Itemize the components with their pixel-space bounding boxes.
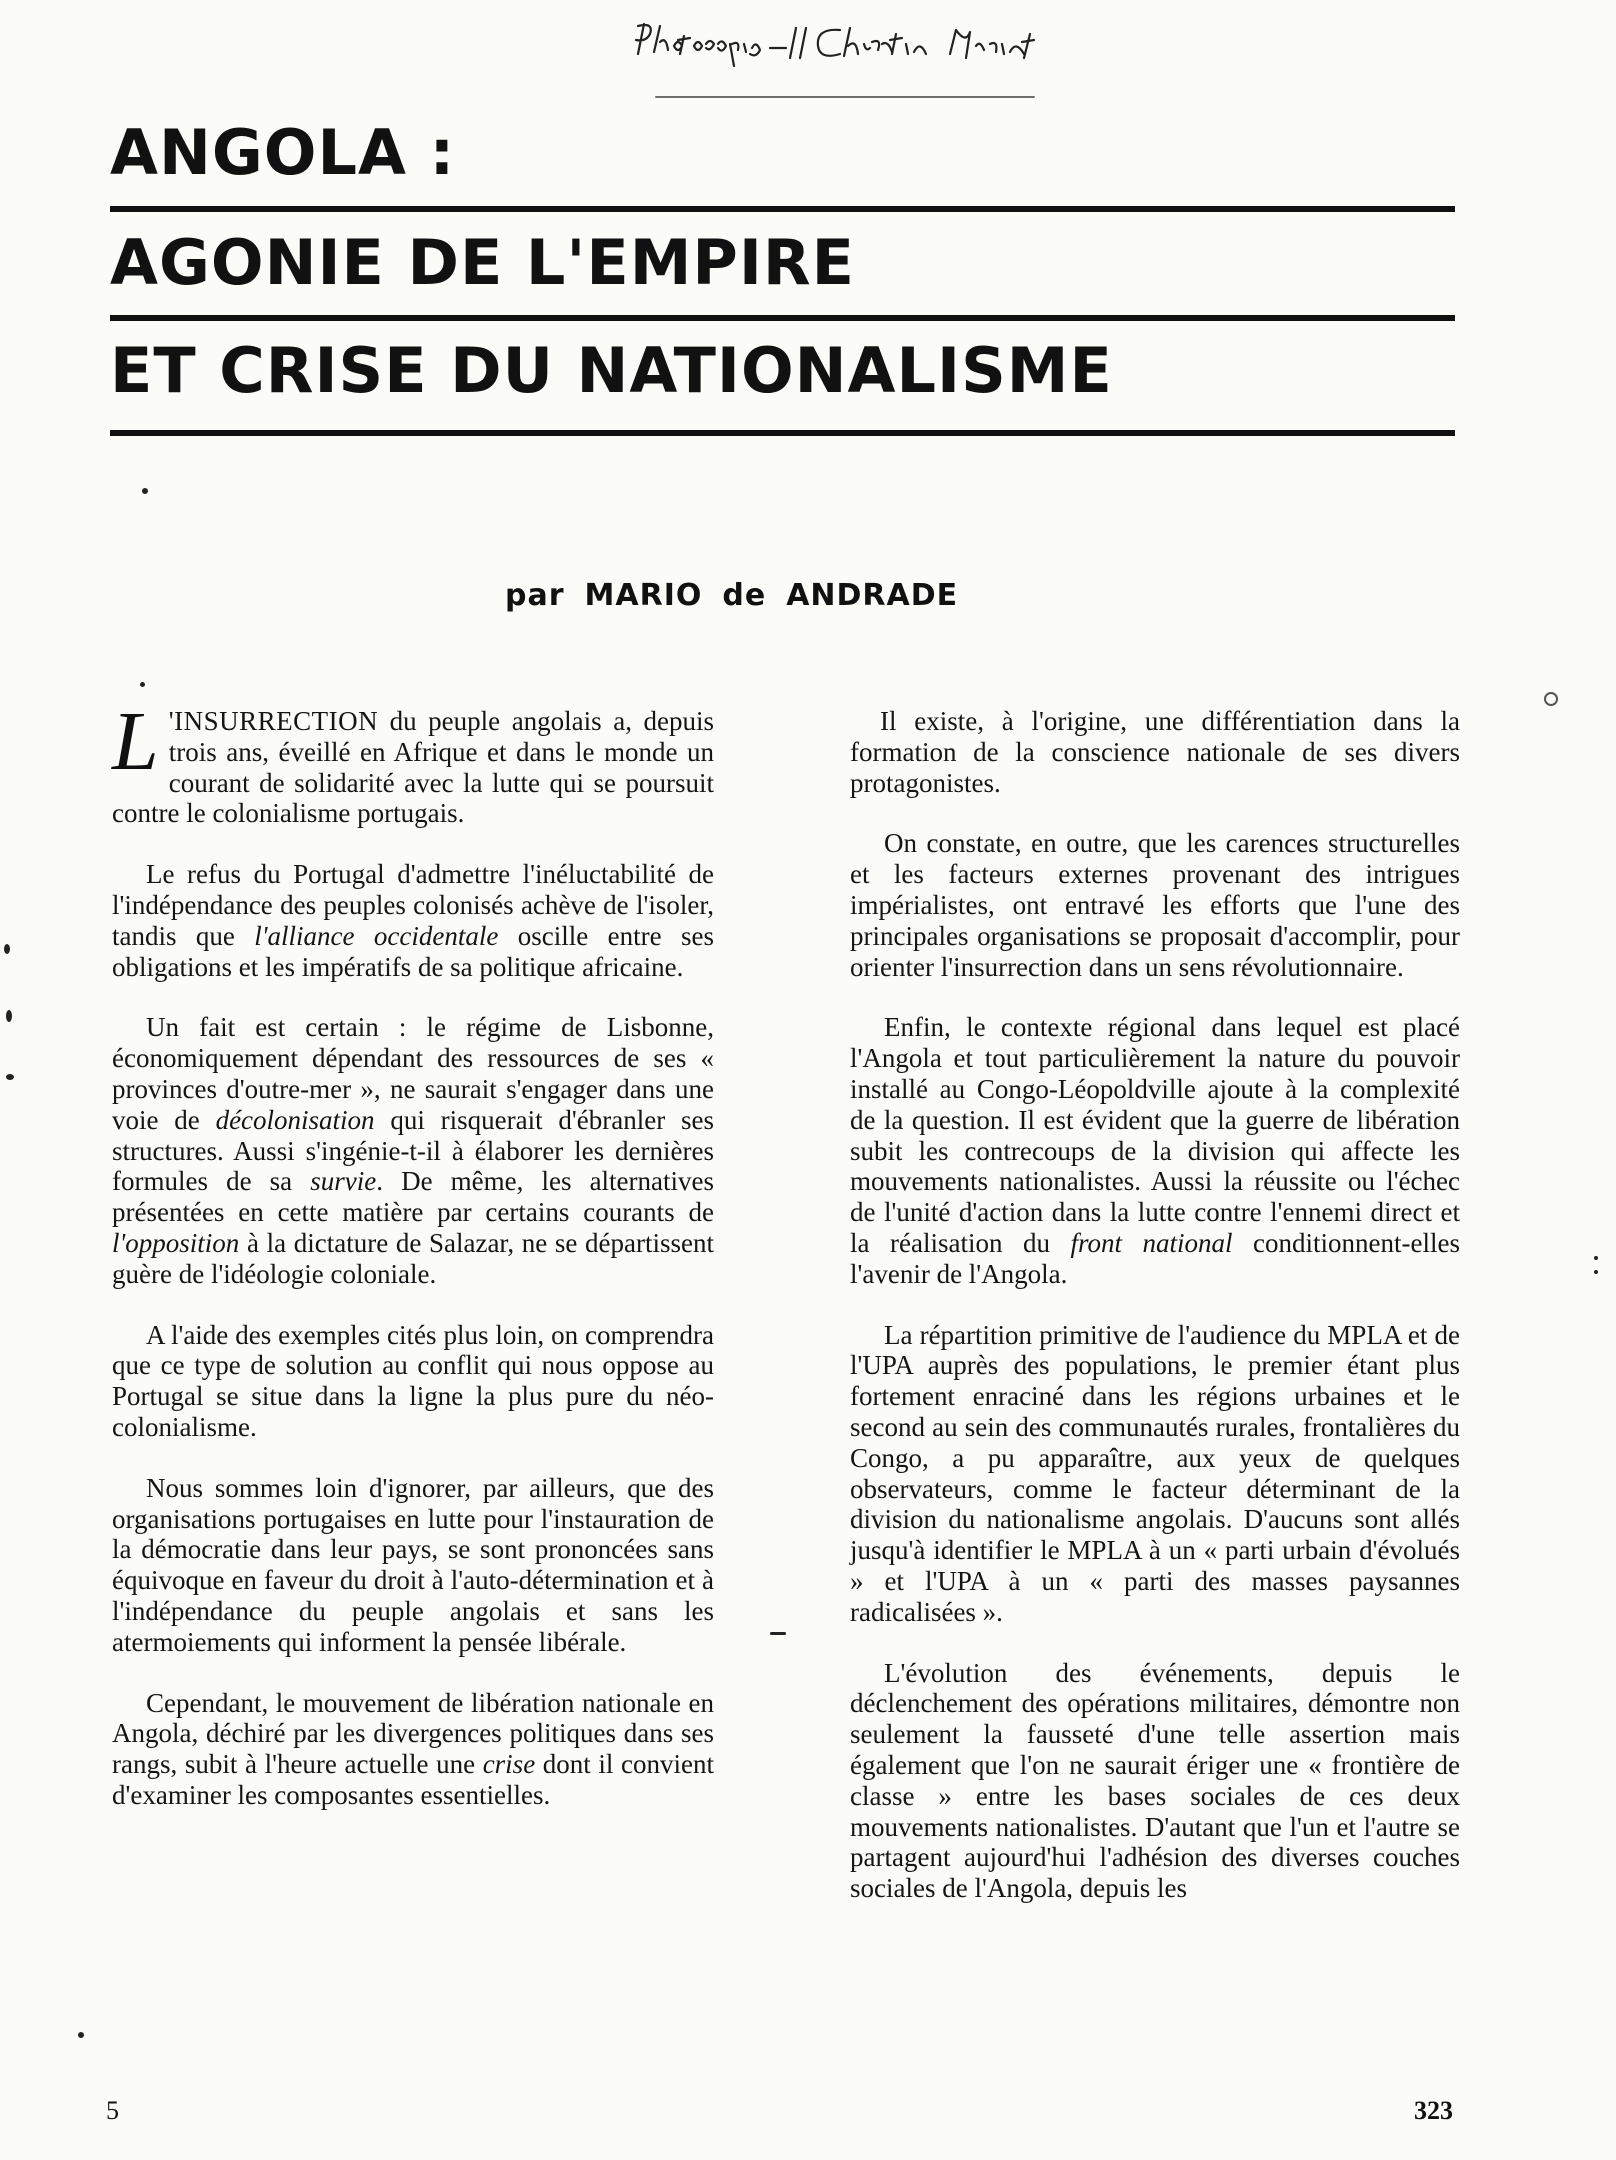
paragraph [112,859,714,982]
scan-speck [140,682,145,687]
emphasis: survie [310,1166,377,1197]
paragraph: L'évolution des événements, depuis le déclenchement des opérations militaires, démontre non seulement la fausseté d'une telle assertion mais également que l'on ne saurait ériger une « frontière de classe » entre les bases sociales de ces deux mouvements nationalistes. D'autant que l'un et l'autre se partagent aujourd'hui l'adhésion des diverses couches sociales de l'Angola, depuis les [850,1657,1460,1904]
scan-speck [1594,1270,1598,1274]
scan-speck [142,488,148,494]
scan-speck [1594,1256,1598,1260]
handwritten-underline [655,96,1035,98]
scan-speck [770,1632,786,1635]
column-right [850,706,1460,1934]
handwritten-annotation [620,14,1180,74]
paragraph-text: à la dictature de Salazar, ne se départissent guère de l'idéologie coloniale. [112,1227,714,1289]
paragraph-text: conditionnent-elles l'avenir de l'Angola. [850,1227,1460,1289]
scan-speck [78,2032,84,2038]
paragraph-text: Cependant, le mouvement de libération nationale en Angola, déchiré par les divergences politiques dans ses rangs, subit à l'heure actuelle une [112,1687,714,1780]
scan-speck [6,1074,14,1080]
title-line-1: ANGOLA : [110,116,456,189]
column-left [112,695,715,1841]
byline-par: par [505,578,565,613]
paragraph-text: . De même, les alternatives présentées en cette matière par certains courants de [112,1166,715,1228]
paragraph-text: Enfin, le contexte régional dans lequel est placé l'Angola et tout particulièrement la nature du pouvoir installé au Congo-Léopoldville ajoute à la complexité de la question. Il est évident que la guerre de libération subit les contrecoups de la division qui affecte les mouvements nationalistes. Aussi la réussite ou l'échec de l'unité d'action dans la lutte contre l'ennemi direct et la réalisation du [850,1012,1460,1258]
byline-last-name: ANDRADE [786,578,959,613]
scan-speck [4,944,10,954]
paragraph [112,1012,714,1289]
paragraph [112,695,714,829]
paragraph-text: du peuple angolais a, depuis trois ans, éveillé en Afrique et dans le monde un courant de solidarité avec la lutte qui se poursuit contre le colonialisme portugais. [112,706,714,829]
page-number-right: 323 [1414,2096,1453,2125]
page-number-left: 5 [106,2096,119,2125]
title-rule [110,315,1455,321]
emphasis: décolonisation [215,1104,375,1135]
title-line-3: ET CRISE DU NATIONALISME [110,334,1113,407]
title-line-2: AGONIE DE L'EMPIRE [110,226,856,299]
byline [505,578,978,613]
paragraph-text: Un fait est certain : le régime de Lisbonne, économiquement dépendant des ressources de ses « provinces d'outre-mer », ne saurait s'engager dans une voie de [112,1012,714,1135]
drop-cap: L [112,695,159,788]
paragraph-text: qui risquerait d'ébranler ses structures. Aussi s'ingénie-t-il à élaborer les dernières formules de sa [112,1104,714,1197]
paragraph: A l'aide des exemples cités plus loin, on comprendra que ce type de solution au conflit qui nous oppose au Portugal se situe dans la ligne la plus pure du néo-colonialisme. [112,1319,714,1442]
paragraph: Nous sommes loin d'ignorer, par ailleurs, que des organisations portugaises en lutte pour l'instauration de la démocratie dans leur pays, se sont prononcées sans équivoque en faveur du droit à l'auto-détermination et à l'indépendance du peuple angolais et sans les atermoiements qui informent la pensée libérale. [112,1472,714,1657]
title-rule [110,430,1455,436]
emphasis: l'opposition [112,1227,240,1258]
title-rule [110,206,1455,212]
paragraph [850,1012,1460,1289]
byline-particle: de [722,578,767,613]
emphasis: crise [482,1749,536,1780]
paragraph: Il existe, à l'origine, une différentiation dans la formation de la conscience nationale de ses divers protagonistes. [850,706,1460,798]
scan-speck [1544,692,1558,706]
emphasis: l'alliance occidentale [254,920,499,951]
emphasis: front national [1070,1227,1233,1258]
paragraph: On constate, en outre, que les carences structurelles et les facteurs externes provenant des intrigues impérialistes, ont entravé les efforts que l'une des principales organisations se proposait d'accomplir, pour orienter l'insurrection dans un sens révolutionnaire. [850,828,1460,982]
paragraph [112,1688,714,1811]
byline-first-name: MARIO [584,578,703,613]
paragraph: La répartition primitive de l'audience du MPLA et de l'UPA auprès des populations, le premier étant plus fortement enraciné dans les régions urbaines et le second au sein des communautés rurales, frontalières du Congo, a pu apparaître, aux yeux de quelques observateurs, comme le facteur déterminant de la division du nationalisme angolais. D'aucuns sont allés jusqu'à identifier le MPLA à un « parti urbain d'évolués » et l'UPA à un « parti des masses paysannes radicalisées ». [850,1319,1460,1627]
scan-speck [6,1010,12,1022]
lead-word: 'INSURRECTION [168,706,379,736]
paragraph-text: Le refus du Portugal d'admettre l'inéluctabilité de l'indépendance des peuples colonisés achève de l'isoler, tandis que [112,859,714,951]
paragraph-text: dont il convient d'examiner les composantes essentielles. [112,1749,714,1810]
paragraph-text: oscille entre ses obligations et les impératifs de sa politique africaine. [112,920,714,982]
